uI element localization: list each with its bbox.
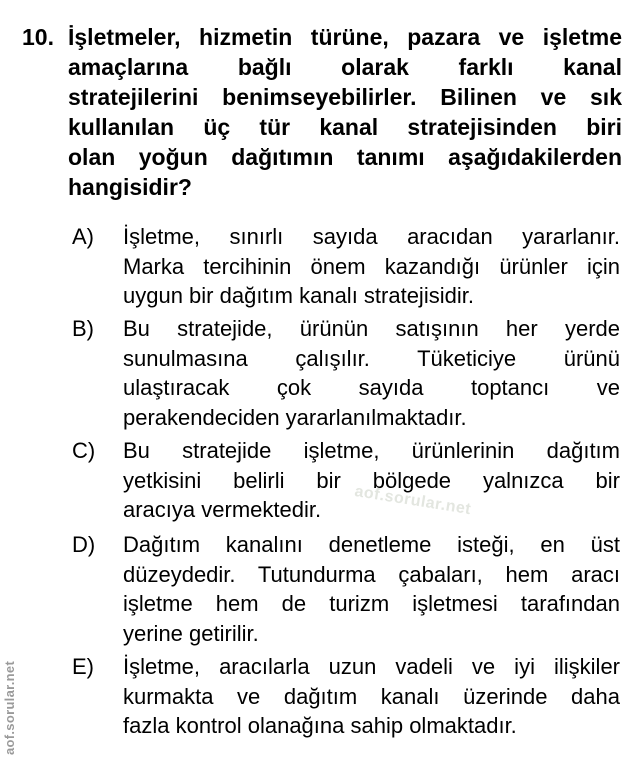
- option-text-line: Bu stratejide, ürünün satışının her yerde: [123, 316, 620, 341]
- option-text-line: düzeydedir. Tutundurma çabaları, hem aracı: [123, 561, 620, 587]
- question-number: 10.: [22, 24, 54, 50]
- option-text-line: İşletme, sınırlı sayıda aracıdan yararlanır.: [123, 224, 620, 249]
- option-text-line: kurmakta ve dağıtım kanalı üzerinde daha: [123, 683, 620, 709]
- option-text-line: Marka tercihinin önem kazandığı ürünler için: [123, 253, 620, 279]
- watermark-side: aof.sorular.net: [2, 660, 17, 755]
- option-text-line: aracıya vermektedir.: [123, 497, 322, 523]
- question-text-line: kullanılan üç tür kanal stratejisinden biri: [68, 114, 622, 140]
- option-text-line: Bu stratejide işletme, ürünlerinin dağıtım: [123, 438, 620, 463]
- option-letter: B): [72, 316, 94, 341]
- question-text-line: hangisidir?: [68, 174, 192, 200]
- question-text-line: olan yoğun dağıtımın tanımı aşağıdakilerden: [68, 144, 622, 170]
- option-text-line: sunulmasına çalışılır. Tüketiciye ürünü: [123, 345, 620, 371]
- option-letter: C): [72, 438, 96, 463]
- question-text-line: amaçlarına bağlı olarak farklı kanal: [68, 54, 622, 80]
- question-text-line: İşletmeler, hizmetin türüne, pazara ve işletme: [68, 24, 622, 50]
- option-text-line: fazla kontrol olanağına sahip olmaktadır.: [123, 713, 517, 739]
- option-text-line: perakendeciden yararlanılmaktadır.: [123, 404, 467, 430]
- question-text-line: stratejilerini benimseyebilirler. Bilinen ve sık: [68, 84, 622, 110]
- option-text-line: işletme hem de turizm işletmesi tarafından: [123, 591, 620, 617]
- option-text-line: yetkisini belirli bir bölgede yalnızca bir: [123, 467, 620, 493]
- option-letter: D): [72, 532, 96, 557]
- option-text-line: İşletme, aracılarla uzun vadeli ve iyi ilişkiler: [123, 654, 620, 679]
- option-text-line: Dağıtım kanalını denetleme isteği, en üst: [123, 532, 620, 557]
- option-letter: A): [72, 224, 94, 249]
- watermark-diagonal: aof.sorular.net: [353, 483, 473, 519]
- option-text-line: yerine getirilir.: [123, 620, 259, 646]
- option-letter: E): [72, 654, 94, 679]
- option-text-line: uygun bir dağıtım kanalı stratejisidir.: [123, 283, 474, 309]
- option-text-line: ulaştıracak çok sayıda toptancı ve: [123, 375, 620, 401]
